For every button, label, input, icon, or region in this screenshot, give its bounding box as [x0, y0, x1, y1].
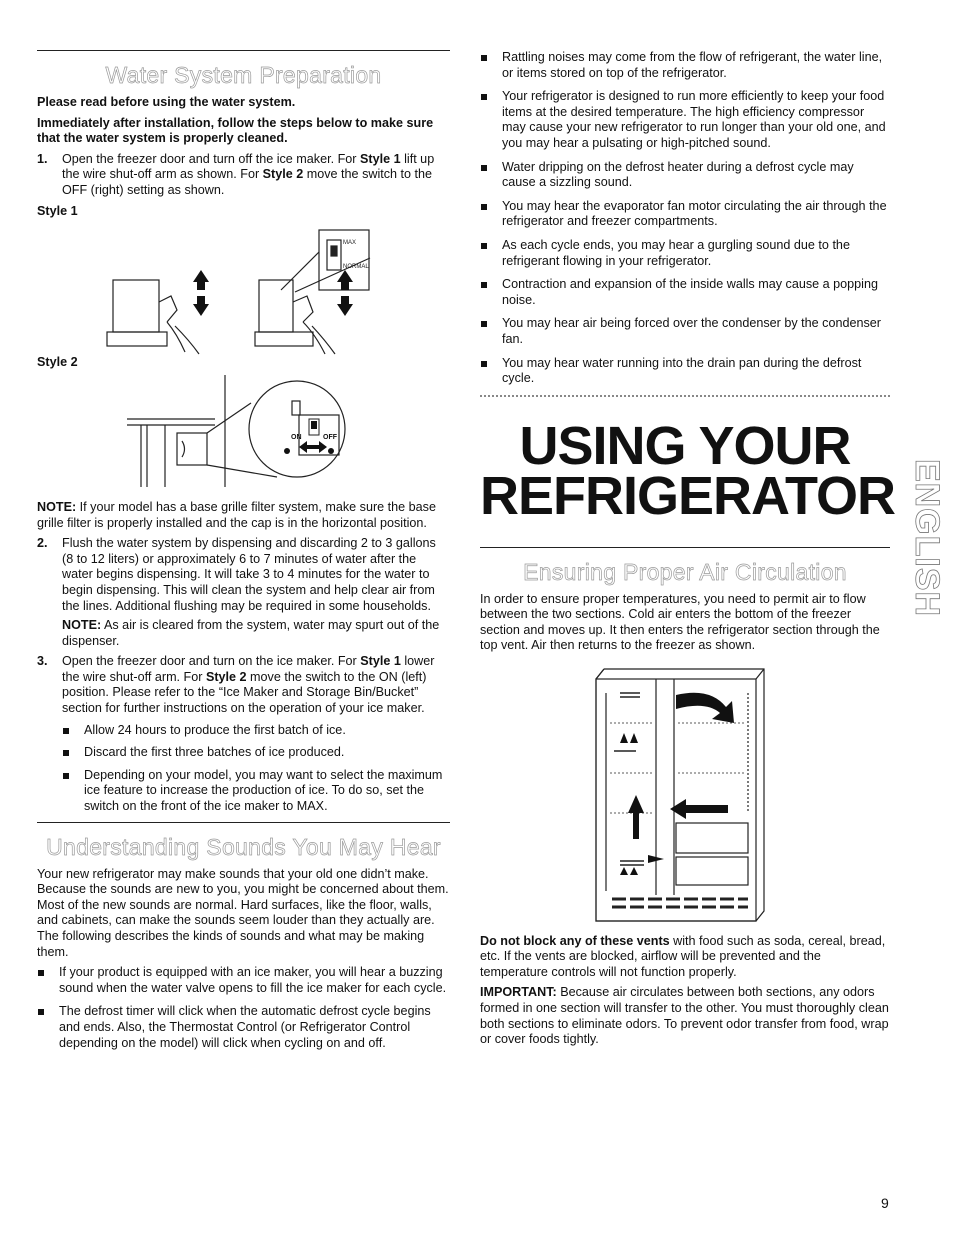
step3-bullets	[62, 723, 450, 815]
air-important-paragraph	[480, 985, 890, 1047]
section-rule	[37, 50, 450, 51]
style1-illustration	[37, 222, 450, 372]
right-column	[480, 50, 896, 1053]
note-text: If your model has a base grille filter system, make sure the base grille filter is properly installed and the cap is in the horizontal position.	[37, 499, 436, 530]
sounds-left-bullets	[37, 965, 450, 1051]
intro-bold-1: Please read before using the water system.	[37, 95, 296, 109]
sounds-heading: Understanding Sounds You May Hear	[46, 833, 441, 860]
step-number: 2.	[37, 536, 48, 551]
switch-normal-label: NORMAL	[343, 264, 369, 271]
list-item: Allow 24 hours to produce the first batch of ice.	[62, 723, 450, 739]
step-text: Flush the water system by dispensing and discarding 2 to 3 gallons (8 to 12 liters) or approximately 6 to 7 minutes of water after the water begins dispensing. It will take 3 to 4 minutes for the water to begin dispensing. This will clean the system and help clear air from the lines. Additional flushing may be required in some households.	[62, 536, 436, 613]
step-text: Open the freezer door and turn on the ice maker. For	[62, 654, 361, 669]
sounds-intro: Your new refrigerator may make sounds that your old one didn’t make. Because the sounds are new to you, you might be concerned about them. Most of the new sounds are normal. Hard surfaces, like the floor, walls, and cabinets, can make the sounds seem louder than they actually are. The following describes the kinds of sounds and what may be making them.	[37, 866, 449, 959]
important-label: IMPORTANT:	[480, 985, 557, 1000]
style2-illustration	[37, 375, 450, 487]
step-3	[37, 654, 450, 814]
section-rule	[37, 822, 450, 823]
air-vents-paragraph	[480, 934, 890, 981]
style-ref: Style 2	[262, 167, 304, 182]
air-circulation-heading: Ensuring Proper Air Circulation	[523, 558, 847, 585]
list-item: You may hear the evaporator fan motor circulating the air through the refrigerator and freezer compartments.	[480, 199, 890, 230]
list-item: The defrost timer will click when the automatic defrost cycle begins and ends. Also, the Thermostat Control (or Refrigerator Control depending on the model) will click when cycling on and off.	[37, 1004, 450, 1051]
page-number: 9	[881, 1195, 889, 1211]
intro-bold-2: Immediately after installation, follow the steps below to make sure that the water system is properly cleaned.	[37, 115, 434, 146]
using-refrigerator-title	[480, 415, 896, 526]
note-base-grille	[37, 500, 450, 531]
steps-list	[37, 152, 450, 199]
air-intro: In order to ensure proper temperatures, you need to permit air to flow between the two sections. Cold air enters the bottom of the freezer section and moves up. It then enters the refrigerator section through the top vent. Air then returns to the freezer as shown.	[480, 591, 880, 653]
title-line-2: REFRIGERATOR	[480, 465, 896, 526]
side-tab-label: ENGLISH	[907, 458, 946, 617]
list-item: Your refrigerator is designed to run more efficiently to keep your food items at the desired temperature. The high efficiency compressor may cause your new refrigerator to run longer than your old one, and you may hear a pulsating or high-pitched sound.	[480, 89, 890, 151]
left-column	[37, 50, 450, 1059]
steps-list-cont	[37, 536, 450, 815]
style-ref: Style 1	[360, 654, 401, 669]
step-text: move the switch to the OFF (right) setting as shown.	[62, 167, 433, 197]
section-rule	[480, 547, 890, 548]
title-line-1: USING YOUR	[519, 415, 851, 476]
step-text: Open the freezer door and turn off the ice maker. For	[62, 151, 360, 166]
step-text: move the switch to the ON (left) position. Please refer to the “Ice Maker and Storage Bin/Bucket” section for further instructions on the operation of your ice maker.	[62, 669, 427, 716]
note-label: NOTE:	[37, 499, 77, 514]
step-text: lower the wire shut-off arm. For	[62, 654, 435, 684]
step-1	[37, 152, 450, 199]
list-item: Water dripping on the defrost heater during a defrost cycle may cause a sizzling sound.	[480, 160, 890, 191]
style1-label: Style 1	[37, 203, 78, 218]
switch-off-label: OFF	[323, 434, 337, 442]
note-label: NOTE:	[62, 618, 102, 633]
step-text: lift up the wire shut-off arm as shown. For	[62, 151, 435, 182]
list-item: As each cycle ends, you may hear a gurgling sound due to the refrigerant flowing in your refrigerator.	[480, 238, 890, 269]
style-ref: Style 1	[359, 151, 401, 166]
sounds-right-bullets	[480, 50, 890, 387]
list-item: Rattling noises may come from the flow of refrigerant, the water line, or items stored on top of the refrigerator.	[480, 50, 890, 81]
water-system-heading: Water System Preparation	[105, 62, 382, 88]
step-2	[37, 536, 450, 649]
paragraph-text: Because air circulates between both sections, any odors formed in one section will transfer to the other. You must thoroughly clean both sections to eliminate odors. To prevent odor transfer from food, wrap or cover foods tightly.	[480, 985, 889, 1047]
step-number: 1.	[37, 151, 48, 166]
list-item: Contraction and expansion of the inside walls may cause a popping noise.	[480, 277, 890, 308]
list-item: Depending on your model, you may want to select the maximum ice feature to increase the production of ice. To do so, set the switch on the front of the ice maker to MAX.	[62, 768, 450, 815]
list-item: You may hear air being forced over the condenser by the condenser fan.	[480, 316, 890, 347]
note-text: As air is cleared from the system, water may spurt out of the dispenser.	[62, 618, 440, 648]
dotted-divider	[480, 395, 890, 397]
style-ref: Style 2	[205, 669, 247, 684]
air-circulation-illustration	[480, 663, 890, 925]
list-item: You may hear water running into the drain pan during the defrost cycle.	[480, 356, 890, 387]
english-side-tab	[908, 450, 944, 625]
step-number: 3.	[37, 654, 48, 669]
switch-on-label: ON	[291, 434, 302, 442]
list-item: If your product is equipped with an ice maker, you will hear a buzzing sound when the water valve opens to fill the ice maker for each cycle.	[37, 965, 450, 996]
switch-max-label: MAX	[343, 240, 357, 247]
style2-label: Style 2	[37, 354, 78, 369]
paragraph-text: with food such as soda, cereal, bread, etc. If the vents are blocked, airflow will be prevented and the temperature controls will not function properly.	[480, 933, 886, 979]
step2-note	[62, 618, 450, 649]
emphasis: Do not block any of these vents	[480, 933, 670, 948]
list-item: Discard the first three batches of ice produced.	[62, 745, 450, 761]
